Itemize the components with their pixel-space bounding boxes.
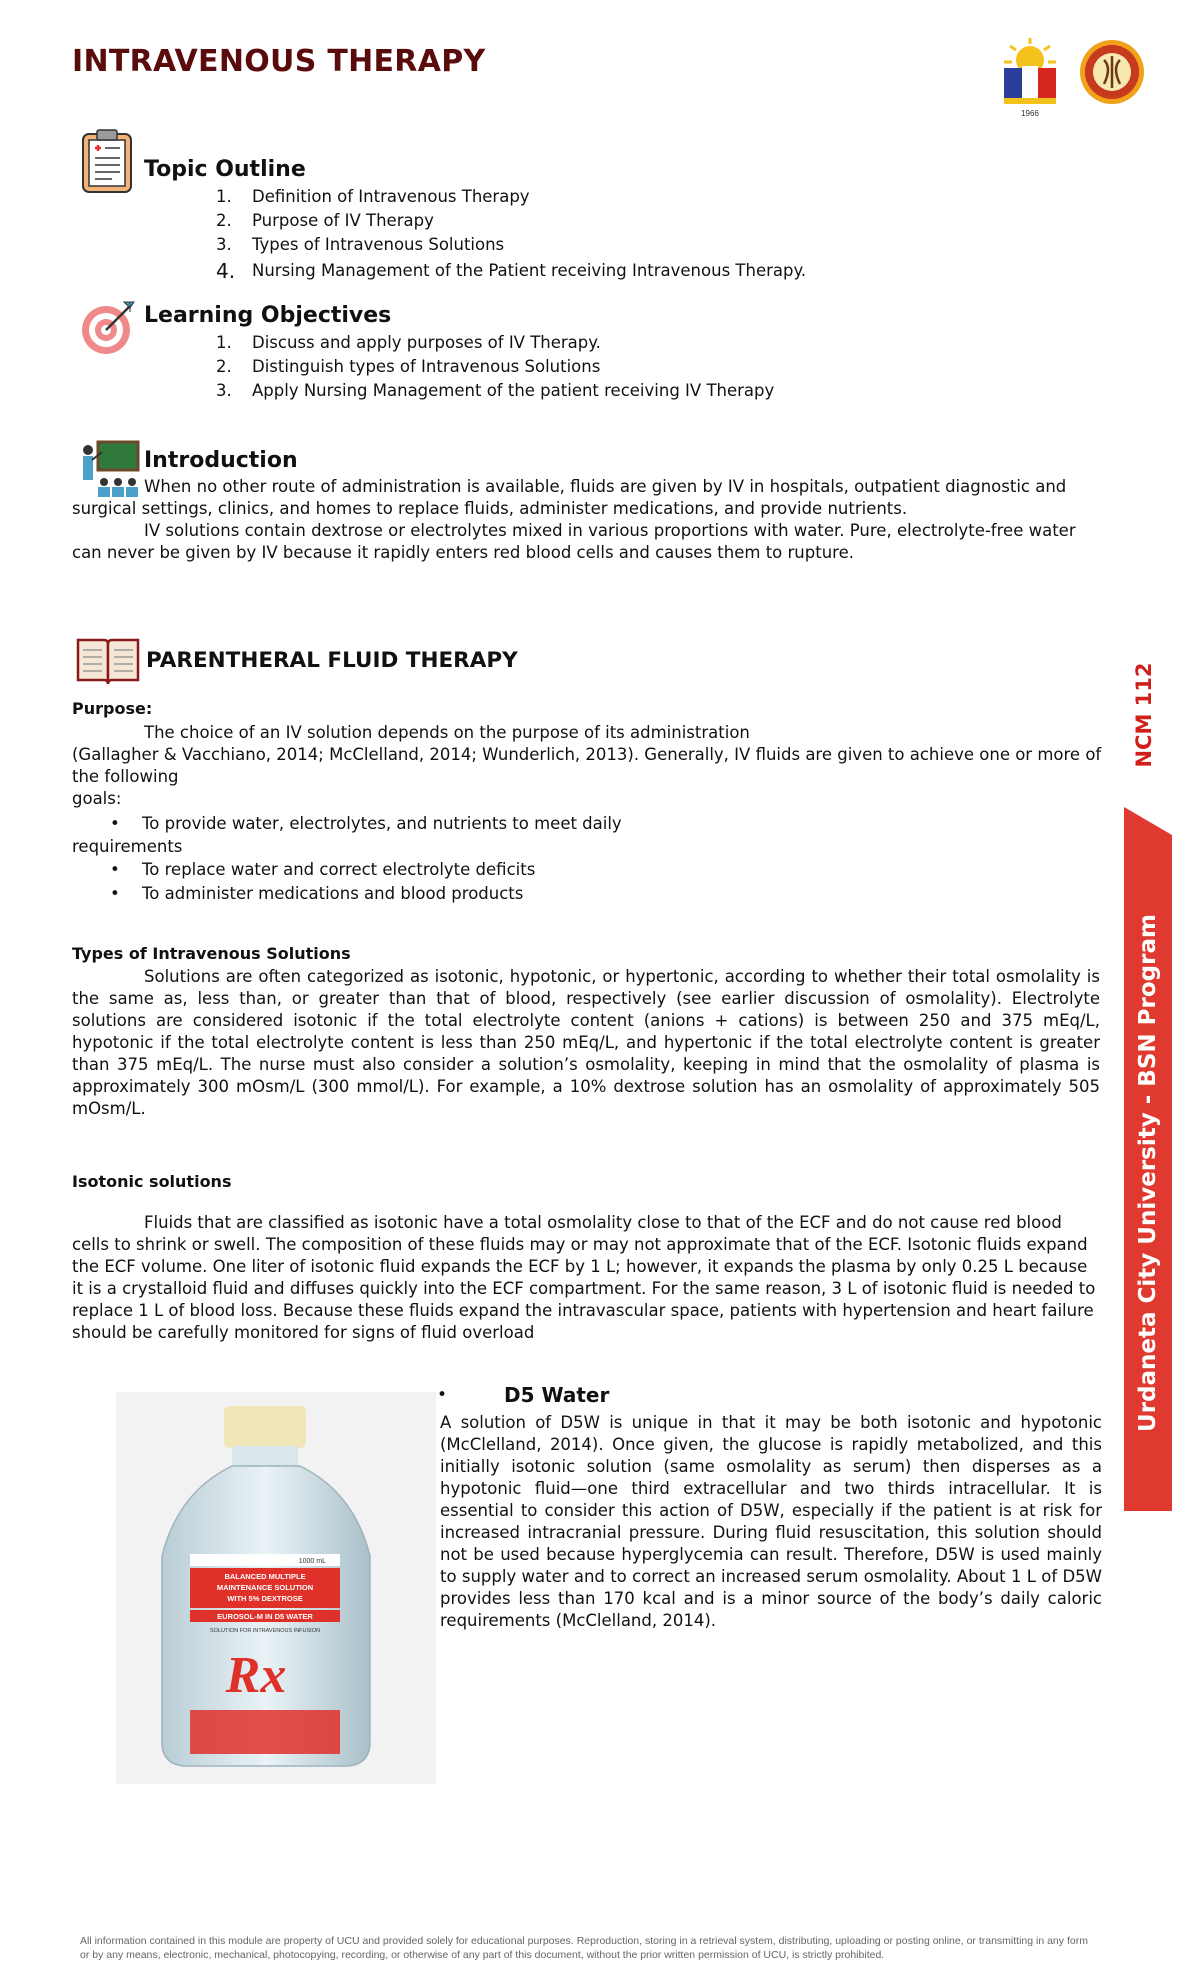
learning-objectives-list	[216, 331, 1076, 403]
target-icon	[80, 298, 134, 356]
isotonic-heading: Isotonic solutions	[72, 1172, 232, 1191]
list-item: 4. Nursing Management of the Patient receiving Intravenous Therapy.	[216, 259, 807, 283]
svg-text:BALANCED MULTIPLE: BALANCED MULTIPLE	[224, 1572, 306, 1581]
footer-disclaimer: All information contained in this module are property of UCU and provided solely for educational purposes. Reproduction, storing in a retrieval system, distributing, uploading or posting online, or transmitting in any form or by any means, electronic, mechanical, photocopying, recording, or otherwise of any part of this document, without the prior written permission of UCU, is strictly prohibited.	[80, 1935, 1088, 1961]
university-seal-icon	[1080, 40, 1144, 104]
svg-text:1966: 1966	[1021, 109, 1039, 118]
svg-text:EUROSOL-M IN D5 WATER: EUROSOL-M IN D5 WATER	[217, 1612, 313, 1621]
logo-seals	[992, 36, 1152, 120]
isotonic-text: Fluids that are classified as isotonic have a total osmolality close to that of the ECF and do not cause red blood cells to shrink or swell. The composition of these fluids may or may not approximate that of the ECF. Isotonic fluids expand the ECF volume. One liter of isotonic fluid expands the ECF by 1 L; however, it expands the plasma by only 0.25 L because it is a crystalloid fluid and diffuses quickly into the ECF compartment. For the same reason, 3 L of isotonic fluid is needed to replace 1 L of blood loss. Because these fluids expand the intravascular space, patients with hypertension and heart failure should be carefully monitored for signs of fluid overload	[72, 1213, 1096, 1342]
open-book-icon	[74, 632, 142, 688]
iv-bottle-photo	[116, 1392, 436, 1784]
course-code-label: NCM 112	[1132, 662, 1156, 768]
list-item: 1. Definition of Intravenous Therapy	[216, 187, 530, 206]
list-item: 1. Discuss and apply purposes of IV Therapy.	[216, 333, 601, 352]
parenteral-heading: PARENTHERAL FLUID THERAPY	[146, 648, 518, 673]
list-item: 3. Apply Nursing Management of the patient receiving IV Therapy	[216, 381, 775, 400]
university-logos	[992, 36, 1152, 120]
list-item: • To administer medications and blood products	[72, 882, 1102, 906]
svg-text:Rx: Rx	[225, 1647, 287, 1704]
program-side-tab	[1124, 835, 1172, 1511]
list-item: • To replace water and correct electrolyte deficits	[72, 858, 1102, 882]
page-title: INTRAVENOUS THERAPY	[72, 44, 486, 79]
city-seal-icon	[1004, 38, 1056, 118]
program-label: Urdaneta City University - BSN Program	[1135, 914, 1161, 1432]
introduction-text: When no other route of administration is available, fluids are given by IV in hospitals, outpatient diagnostic and surgical settings, clinics, and homes to replace fluids, administer medications, and provide nutrients. IV solutions contain dextrose or electrolytes mixed in various proportions with water. Pure, electrolyte-free water can never be given by IV because it rapidly enters red blood cells and causes them to rupture.	[72, 477, 1076, 562]
svg-text:1000 mL: 1000 mL	[298, 1558, 326, 1565]
svg-text:WITH 5% DEXTROSE: WITH 5% DEXTROSE	[227, 1594, 303, 1603]
types-heading: Types of Intravenous Solutions	[72, 944, 351, 963]
svg-text:MAINTENANCE SOLUTION: MAINTENANCE SOLUTION	[216, 1583, 314, 1592]
list-item: 2. Purpose of IV Therapy	[216, 211, 434, 230]
list-item: 2. Distinguish types of Intravenous Solutions	[216, 357, 601, 376]
topic-outline-heading: Topic Outline	[144, 157, 306, 182]
tab-chevron-icon	[1124, 807, 1172, 837]
introduction-heading: Introduction	[144, 448, 298, 473]
types-text: Solutions are often categorized as isotonic, hypotonic, or hypertonic, according to whether their total osmolality is the same as, less than, or greater than that of blood, respectively (see earlier discussion of osmolality). Electrolyte solutions are considered isotonic if the total electrolyte content (anions + cations) is between 250 and 375 mEq/L, hypotonic if the total electrolyte content is less than 250 mEq/L, and hypertonic if the total electrolyte content is greater than 375 mEq/L. The nurse must also consider a solution’s osmolality, keeping in mind that the osmolality of plasma is approximately 300 mOsm/L (300 mmol/L). For example, a 10% dextrose solution has an osmolality of approximately 505 mOsm/L.	[72, 967, 1100, 1118]
list-item: • To provide water, electrolytes, and nutrients to meet daily	[72, 812, 1102, 836]
list-item: 3. Types of Intravenous Solutions	[216, 235, 505, 254]
learning-objectives-heading: Learning Objectives	[144, 303, 392, 328]
d5w-bullet: •	[437, 1385, 448, 1405]
parenteral-purpose: Purpose: The choice of an IV solution depends on the purpose of its administration (Gallagher & Vacchiano, 2014; McClelland, 2014; Wunderlich, 2013). Generally, IV fluids are given to achieve one or more of the following goals: • To provide water, electrolytes, and nutrients to meet daily requirements • To replace water and correct electrolyte deficits • To administer medications and blood products	[72, 698, 1102, 906]
clipboard-icon	[80, 128, 134, 186]
d5w-heading: D5 Water	[504, 1383, 610, 1407]
svg-text:SOLUTION FOR INTRAVENOUS INFUS: SOLUTION FOR INTRAVENOUS INFUSION	[210, 1628, 320, 1634]
topic-outline-list	[216, 185, 1076, 283]
d5w-text: A solution of D5W is unique in that it may be both isotonic and hypotonic (McClelland, 2014). Once given, the glucose is rapidly metabolized, and this initially isotonic solution (same osmolality as serum) then disperses as a hypotonic fluid—one third extracellular and two thirds intracellular. It is essential to consider this action of D5W, especially if the patient is at risk for increased intracranial pressure. During fluid resuscitation, this solution should not be used because hyperglycemia can result. Therefore, D5W is used mainly to supply water and to correct an increased serum osmolality. About 1 L of D5W provides less than 170 kcal and is a minor source of the body’s daily caloric requirements (McClelland, 2014).	[440, 1413, 1102, 1630]
